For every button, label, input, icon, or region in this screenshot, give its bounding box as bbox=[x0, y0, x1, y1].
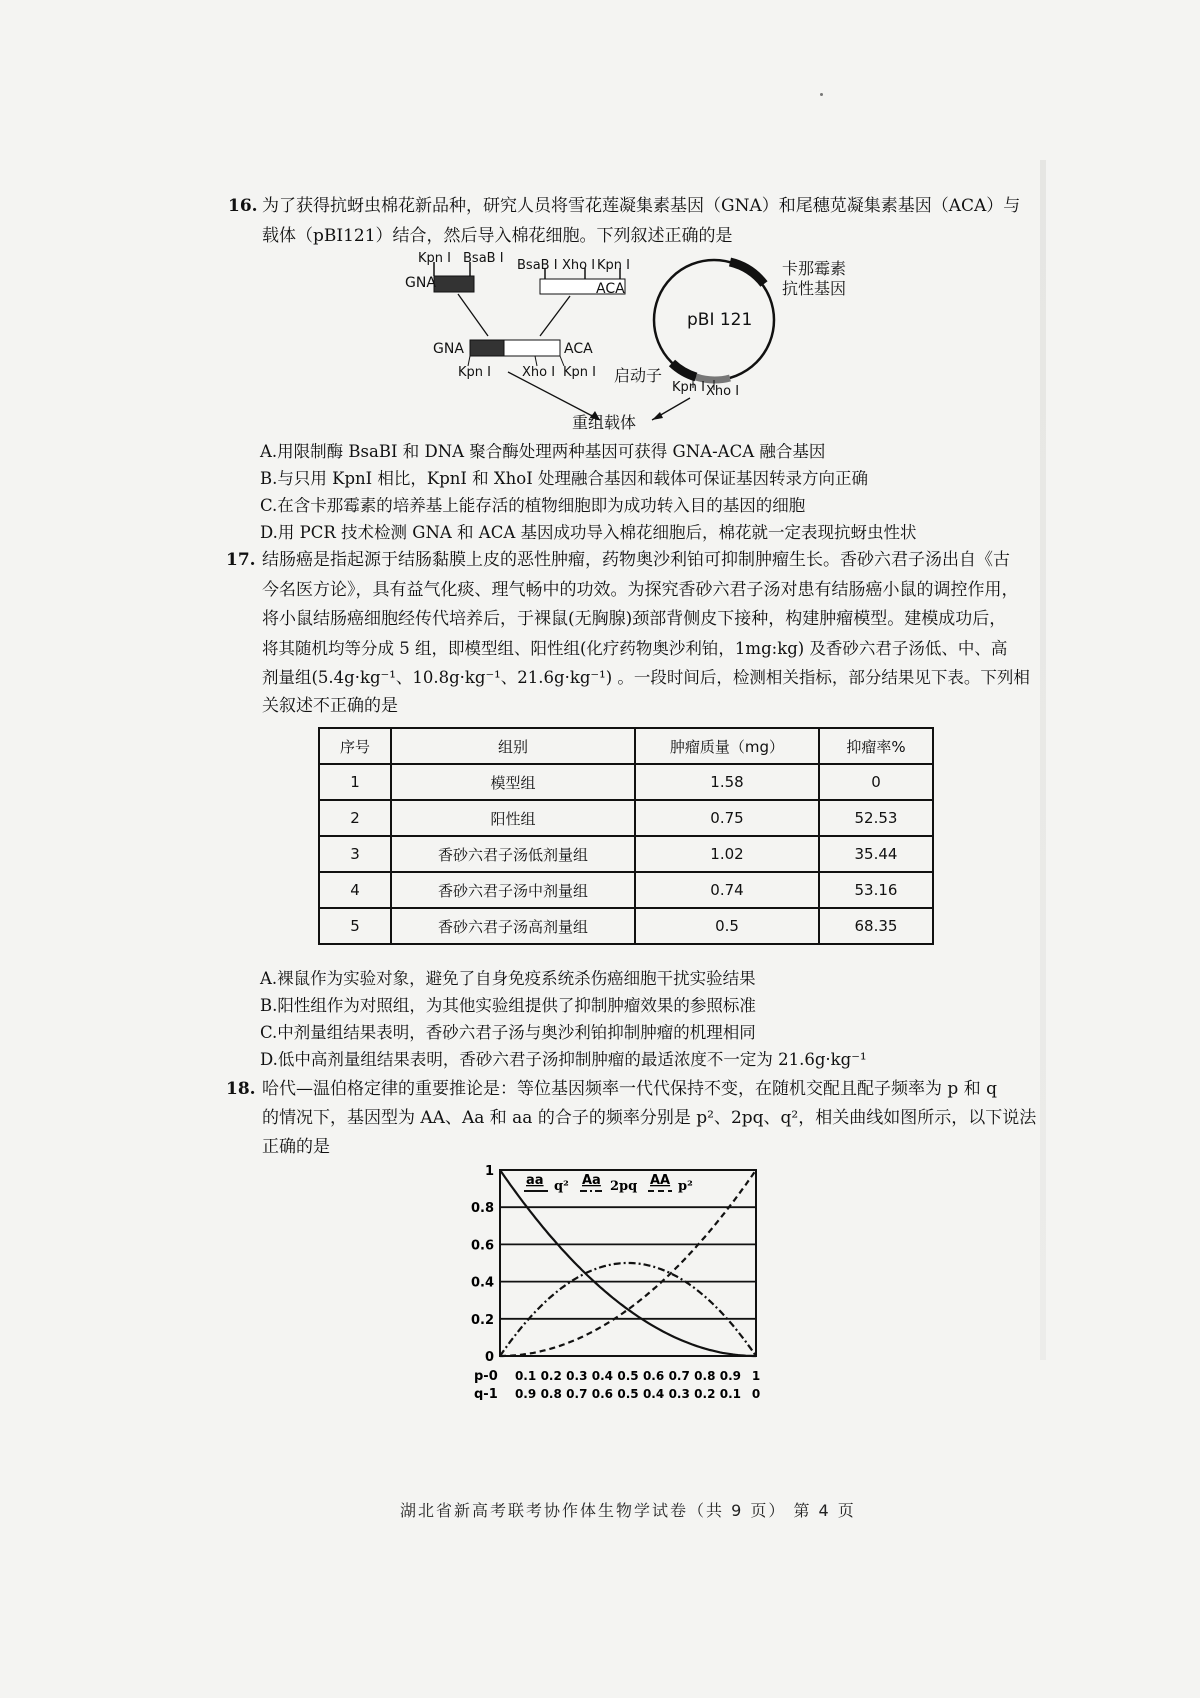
kan-resistance-segment bbox=[730, 262, 764, 284]
aca-label-top: ACA bbox=[596, 281, 625, 297]
x-tick-p: 0.7 bbox=[668, 1369, 690, 1383]
q18-line2: 的情况下，基因型为 AA、Aa 和 aa 的合子的频率分别是 p²、2pq、q²，相关曲线如图所示，以下说法 bbox=[262, 1108, 1037, 1128]
table-row bbox=[319, 764, 933, 800]
x-tick-q: 0.5 bbox=[617, 1387, 639, 1400]
y-tick-label: 0.4 bbox=[470, 1275, 494, 1291]
fused-aca bbox=[504, 340, 560, 356]
cell-group: 香砂六君子汤中剂量组 bbox=[391, 872, 635, 908]
gna-label-top: GNA bbox=[405, 275, 436, 291]
cell-mass: 0.75 bbox=[635, 800, 819, 836]
plasmid-kpn-label: Kpn I bbox=[672, 380, 705, 395]
q17-option-c: C.中剂量组结果表明，香砂六君子汤与奥沙利铂抑制肿瘤的机理相同 bbox=[260, 1023, 756, 1042]
x-tick-q: 0.1 bbox=[719, 1387, 742, 1400]
promoter-label: 启动子 bbox=[614, 366, 663, 385]
q16-option-d: D.用 PCR 技术检测 GNA 和 ACA 基因成功导入棉花细胞后，棉花就一定表现抗蚜虫性状 bbox=[260, 523, 917, 542]
legend-formula-Aa: 2pq bbox=[610, 1179, 638, 1194]
cell-group: 香砂六君子汤高剂量组 bbox=[391, 908, 635, 944]
cell-rate: 35.44 bbox=[819, 836, 933, 872]
hardy-weinberg-chart bbox=[470, 1160, 790, 1400]
y-tick-label: 0.2 bbox=[470, 1312, 494, 1328]
x-tick-q: 0.2 bbox=[694, 1387, 716, 1400]
x-tick-p: 0.8 bbox=[694, 1369, 716, 1383]
cell-mass: 0.74 bbox=[635, 872, 819, 908]
cell-group: 模型组 bbox=[391, 764, 635, 800]
q17-line2: 今名医方论》，具有益气化痰、理气畅中的功效。为探究香砂六君子汤对患有结肠癌小鼠的调控作用， bbox=[262, 580, 1019, 600]
cell-rate: 53.16 bbox=[819, 872, 933, 908]
scan-dot bbox=[820, 93, 823, 96]
cell-index: 2 bbox=[319, 800, 391, 836]
x-tick-q: 0.6 bbox=[591, 1387, 614, 1400]
x-tick-q: 0.9 bbox=[514, 1387, 537, 1400]
x-tick-p: 0.2 bbox=[540, 1369, 562, 1383]
q17-option-a: A.裸鼠作为实验对象，避免了自身免疫系统杀伤癌细胞干扰实验结果 bbox=[260, 969, 756, 988]
cell-group: 香砂六君子汤低剂量组 bbox=[391, 836, 635, 872]
promoter-segment bbox=[672, 363, 696, 377]
kan-resistance-label-1: 卡那霉素 bbox=[782, 259, 847, 278]
y-tick-label: 1 bbox=[484, 1164, 494, 1179]
legend-formula-aa: q² bbox=[554, 1179, 569, 1194]
kan-resistance-label-2: 抗性基因 bbox=[782, 279, 847, 298]
plasmid-xho-label: Xho I bbox=[706, 384, 740, 399]
q18-line3: 正确的是 bbox=[262, 1137, 330, 1157]
legend-name-AA: AA bbox=[650, 1173, 671, 1188]
cell-index: 3 bbox=[319, 836, 391, 872]
fused-aca-label: ACA bbox=[564, 341, 593, 357]
cell-rate: 52.53 bbox=[819, 800, 933, 836]
scan-edge bbox=[1040, 160, 1046, 1360]
x-tick-q: 0 bbox=[751, 1387, 761, 1400]
x-tick-p: 0.3 bbox=[566, 1369, 588, 1383]
q17-line5: 剂量组(5.4g·kg⁻¹、10.8g·kg⁻¹、21.6g·kg⁻¹) 。一段时间后，检测相关指标，部分结果见下表。下列相 bbox=[262, 668, 1030, 687]
q17-number: 17. bbox=[226, 550, 256, 570]
table-row bbox=[319, 908, 933, 944]
x-tick-p: 0.9 bbox=[719, 1369, 742, 1383]
header-rate: 抑瘤率% bbox=[819, 728, 933, 764]
gna-fragment bbox=[434, 276, 474, 292]
table-header-row bbox=[319, 728, 933, 764]
header-mass: 肿瘤质量（mg） bbox=[635, 728, 819, 764]
legend-formula-AA: p² bbox=[678, 1179, 693, 1194]
q16-option-c: C.在含卡那霉素的培养基上能存活的植物细胞即为成功转入目的基因的细胞 bbox=[260, 496, 806, 515]
table-row bbox=[319, 836, 933, 872]
table-row bbox=[319, 800, 933, 836]
x-tick-p: 0.6 bbox=[642, 1369, 665, 1383]
header-group: 组别 bbox=[391, 728, 635, 764]
recombinant-label: 重组载体 bbox=[572, 413, 637, 432]
page-footer: 湖北省新高考联考协作体生物学试卷（共 9 页） 第 4 页 bbox=[400, 1501, 856, 1520]
fused-kpn-right: Kpn I bbox=[563, 365, 596, 380]
aca-xho-label: Xho I bbox=[562, 258, 596, 273]
y-tick-label: 0.8 bbox=[470, 1201, 494, 1217]
cell-mass: 0.5 bbox=[635, 908, 819, 944]
x-tick-q: 0.7 bbox=[566, 1387, 588, 1400]
q17-line4: 将其随机均等分成 5 组，即模型组、阳性组(化疗药物奥沙利铂，1mg:kg) 及香砂六君子汤低、中、高 bbox=[262, 639, 1008, 658]
fused-gna-label: GNA bbox=[433, 341, 464, 357]
q17-line6: 关叙述不正确的是 bbox=[262, 696, 398, 716]
x-tick-q: 0.8 bbox=[540, 1387, 562, 1400]
plasmid-label: pBI 121 bbox=[687, 310, 753, 330]
cell-index: 1 bbox=[319, 764, 391, 800]
q17-option-b: B.阳性组作为对照组，为其他实验组提供了抑制肿瘤效果的参照标准 bbox=[260, 996, 756, 1015]
x-tick-p: 0.4 bbox=[591, 1369, 614, 1383]
q18-line1: 哈代—温伯格定律的重要推论是：等位基因频率一代代保持不变，在随机交配且配子频率为 p 和 q bbox=[262, 1079, 997, 1099]
table-row bbox=[319, 872, 933, 908]
fused-kpn-left: Kpn I bbox=[458, 365, 491, 380]
gna-bsa-label: BsaB I bbox=[463, 251, 504, 266]
y-tick-label: 0.6 bbox=[470, 1238, 494, 1254]
cell-index: 4 bbox=[319, 872, 391, 908]
aca-kpn-label: Kpn I bbox=[597, 258, 630, 273]
x-tick-p: 0.1 bbox=[514, 1369, 537, 1383]
q16-stem-line2: 载体（pBI121）结合，然后导入棉花细胞。下列叙述正确的是 bbox=[262, 226, 733, 246]
q16-option-b: B.与只用 KpnI 相比，KpnI 和 XhoI 处理融合基因和载体可保证基因转录方向正确 bbox=[260, 469, 868, 488]
aca-bsa-label: BsaB I bbox=[517, 258, 558, 273]
cell-index: 5 bbox=[319, 908, 391, 944]
x-tick-p: 1 bbox=[751, 1369, 761, 1383]
x-tick-p: 0.5 bbox=[617, 1369, 639, 1383]
q16-number: 16. bbox=[228, 196, 258, 216]
fused-gna bbox=[470, 340, 504, 356]
y-tick-label: 0 bbox=[484, 1350, 494, 1365]
legend-name-Aa: Aa bbox=[582, 1173, 601, 1188]
x-row2-label: q-1 bbox=[474, 1387, 498, 1400]
gna-kpn-label: Kpn I bbox=[418, 251, 451, 266]
cell-rate: 68.35 bbox=[819, 908, 933, 944]
x-row1-label: p-0 bbox=[474, 1369, 498, 1384]
cell-group: 阳性组 bbox=[391, 800, 635, 836]
x-tick-q: 0.4 bbox=[642, 1387, 665, 1400]
cell-rate: 0 bbox=[819, 764, 933, 800]
q18-number: 18. bbox=[226, 1079, 256, 1099]
cell-mass: 1.02 bbox=[635, 836, 819, 872]
cell-mass: 1.58 bbox=[635, 764, 819, 800]
q17-results-table bbox=[318, 727, 934, 945]
legend-name-aa: aa bbox=[526, 1173, 544, 1188]
q16-option-a: A.用限制酶 BsaBI 和 DNA 聚合酶处理两种基因可获得 GNA-ACA 融合基因 bbox=[260, 442, 826, 461]
q17-line1: 结肠癌是指起源于结肠黏膜上皮的恶性肿瘤，药物奥沙利铂可抑制肿瘤生长。香砂六君子汤出自《古 bbox=[262, 550, 1010, 570]
x-tick-q: 0.3 bbox=[668, 1387, 690, 1400]
q17-line3: 将小鼠结肠癌细胞经传代培养后，于裸鼠(无胸腺)颈部背侧皮下接种，构建肿瘤模型。建模成功后， bbox=[262, 609, 1007, 629]
q17-option-d: D.低中高剂量组结果表明，香砂六君子汤抑制肿瘤的最适浓度不一定为 21.6g·kg⁻¹ bbox=[260, 1050, 867, 1069]
fused-xho: Xho I bbox=[522, 365, 556, 380]
q16-stem-line1: 为了获得抗蚜虫棉花新品种，研究人员将雪花莲凝集素基因（GNA）和尾穗苋凝集素基因（ACA）与 bbox=[262, 196, 1021, 216]
header-index: 序号 bbox=[319, 728, 391, 764]
